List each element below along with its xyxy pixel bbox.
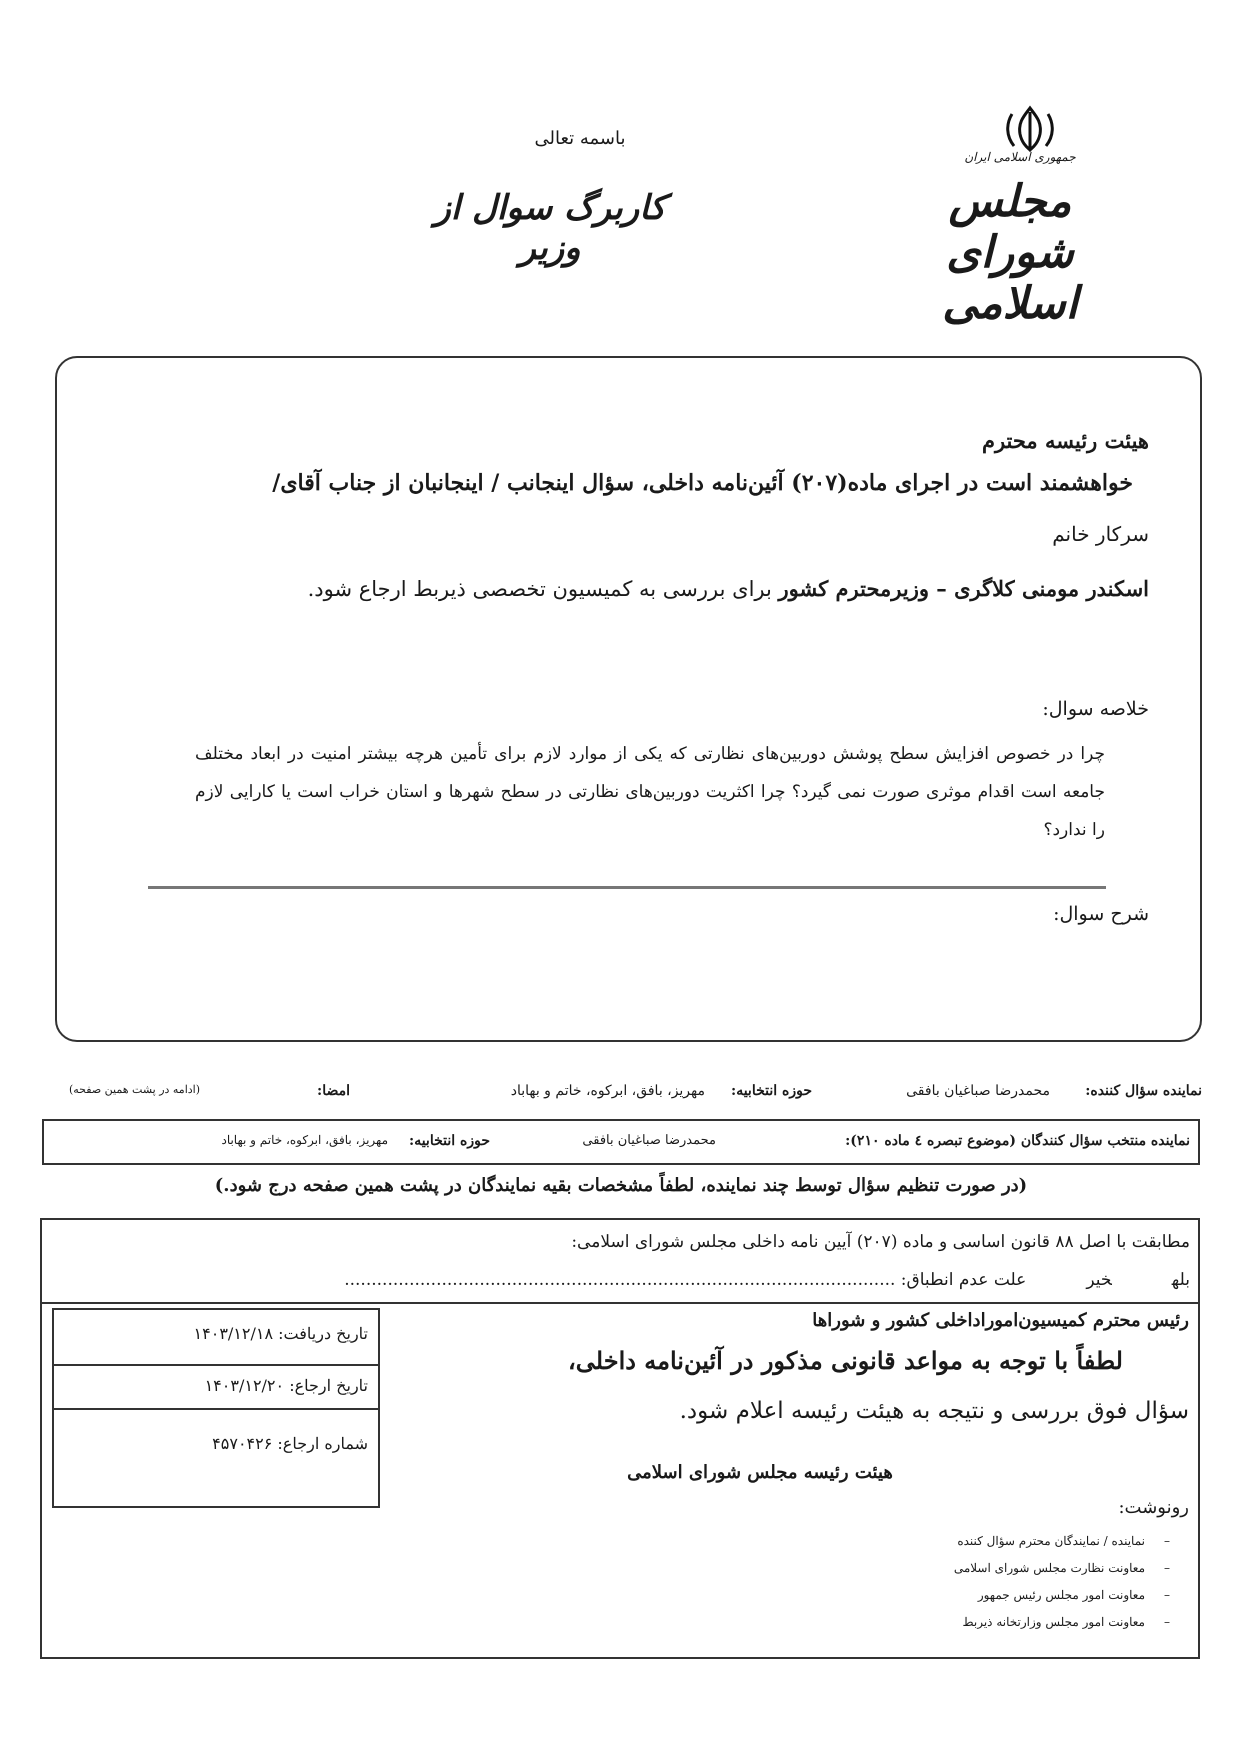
compliance-options: [344, 1270, 1190, 1290]
option-no[interactable]: خیر: [1086, 1270, 1112, 1290]
list-item: –معاونت نظارت مجلس شورای اسلامی: [953, 1561, 1170, 1575]
option-yes[interactable]: بله: [1171, 1270, 1190, 1290]
multi-representative-note: (در صورت تنظیم سؤال توسط چند نماینده، لطفاً مشخصات بقیه نمایندگان در پشت همین صفحه درج شود.): [214, 1175, 1028, 1196]
list-item: –معاونت امور مجلس وزارتخانه ذیربط: [962, 1615, 1170, 1629]
cc-label: رونوشت:: [1118, 1497, 1189, 1518]
representative-label: نماینده سؤال کننده:: [1085, 1083, 1202, 1099]
elected-district: مهریز، بافق، ابرکوه، خاتم و بهاباد: [221, 1133, 388, 1147]
basmala: باسمه تعالی: [534, 128, 626, 149]
list-item: –معاونت امور مجلس رئیس جمهور: [977, 1588, 1170, 1602]
referral-date: تاریخ ارجاع: ۱۴۰۳/۱۲/۲۰: [204, 1376, 368, 1395]
committee-line-1: لطفاً با توجه به مواعد قانونی مذکور در آئین‌نامه داخلی،: [568, 1346, 1123, 1375]
compliance-box: [40, 1218, 1200, 1302]
request-line-3-rest: برای بررسی به کمیسیون تخصصی ذیربط ارجاع شود.: [307, 577, 779, 601]
request-line-3: [308, 576, 1149, 601]
elected-representative-box: [42, 1119, 1200, 1165]
salutation: هیئت رئیسه محترم: [981, 428, 1149, 453]
iran-emblem-icon: [1000, 104, 1060, 154]
referral-number-row: [54, 1410, 378, 1506]
list-item: –نماینده / نمایندگان محترم سؤال کننده: [957, 1534, 1170, 1548]
continued-note: (ادامه در پشت همین صفحه): [68, 1083, 200, 1096]
board-signature: هیئت رئیسه مجلس شورای اسلامی: [627, 1462, 893, 1483]
minister-name: اسکندر مومنی کلاگری – وزیرمحترم کشور: [778, 576, 1149, 601]
referral-number: شماره ارجاع: ۴۵۷۰۴۲۶: [212, 1434, 368, 1453]
dates-box: [52, 1308, 380, 1508]
committee-line-2: سؤال فوق بررسی و نتیجه به هیئت رئیسه اعلام شود.: [679, 1398, 1189, 1424]
district-label: حوزه انتخابیه:: [731, 1083, 812, 1099]
non-compliance-reason: علت عدم انطباق: ......................................................................................................: [344, 1270, 1027, 1290]
cc-list: [954, 1534, 1189, 1642]
summary-text: چرا در خصوص افزایش سطح پوشش دوربین‌های نظارتی که یکی از موارد لازم برای تأمین هرچه بیشتر امنیت در ابعاد مختلف جامعه است اقدام موثری صورت نمی گیرد؟ چرا اکثریت دوربین‌های نظارتی در سطح شهرها و استان خراب است یا کارایی لازم را ندارد؟: [195, 744, 1105, 840]
form-title: کاربرگ سوال از وزیر: [434, 188, 666, 268]
question-box: [55, 356, 1202, 1042]
signer-row: [40, 1083, 1202, 1107]
elected-label: نماینده منتخب سؤال کنندگان (موضوع تبصره ٤ ماده ٢١٠):: [845, 1133, 1190, 1149]
request-line-2: سرکار خانم: [1052, 522, 1149, 546]
compliance-title: مطابقت با اصل ۸۸ قانون اساسی و ماده (۲۰۷) آیین نامه داخلی مجلس شورای اسلامی:: [571, 1232, 1190, 1252]
description-label: شرح سوال:: [1053, 903, 1149, 925]
divider: [148, 886, 1106, 889]
received-date: تاریخ دریافت: ۱۴۰۳/۱۲/۱۸: [193, 1324, 368, 1343]
representative-name: محمدرضا صباغیان بافقی: [906, 1083, 1050, 1099]
elected-district-label: حوزه انتخابیه:: [409, 1133, 490, 1149]
parliament-logo-text: مجلس شورای اسلامی: [942, 176, 1078, 329]
received-date-row: [54, 1310, 378, 1366]
emblem-subtitle: جمهوری اسلامی ایران: [964, 150, 1076, 164]
elected-name: محمدرضا صباغیان بافقی: [582, 1133, 716, 1148]
request-line-1: خواهشمند است در اجرای ماده(۲۰۷) آئین‌نامه داخلی، سؤال اینجانب / اینجانبان از جناب آقای/: [272, 470, 1133, 496]
committee-title: رئیس محترم کمیسیون‌اموراداخلی کشور و شوراها: [812, 1310, 1189, 1331]
district-value: مهریز، بافق، ابرکوه، خاتم و بهاباد: [510, 1083, 705, 1099]
referral-date-row: [54, 1366, 378, 1410]
summary-label: خلاصه سوال:: [1042, 698, 1149, 720]
signature-label: امضا:: [317, 1083, 350, 1099]
